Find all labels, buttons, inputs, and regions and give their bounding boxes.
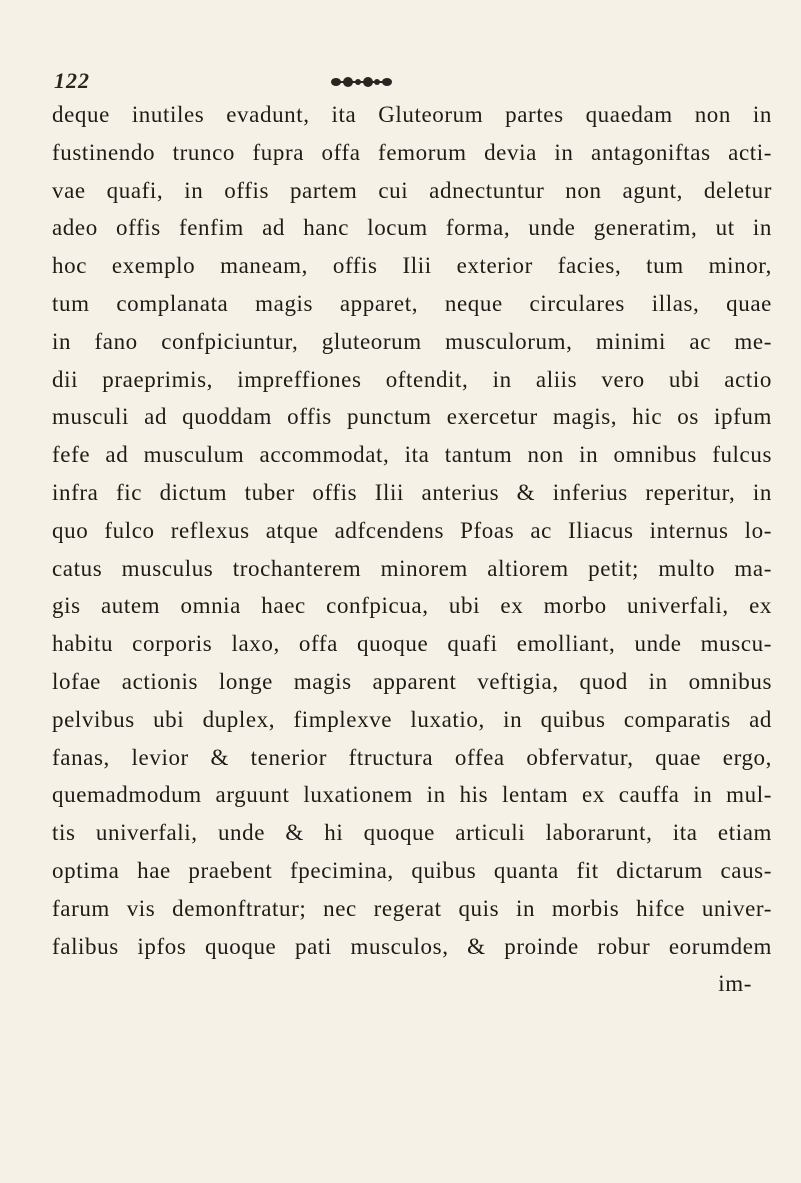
text-line: catus musculus trochanterem minorem altiorem petit; multo ma-	[52, 555, 772, 581]
text-line: habitu corporis laxo, offa quoque quafi emolliant, unde muscu-	[52, 631, 772, 657]
text-line: in fano confpiciuntur, gluteorum musculorum, minimi ac me-	[52, 328, 772, 354]
text-line: adeo offis fenfim ad hanc locum forma, unde generatim, ut in	[52, 215, 772, 241]
text-line: infra fic dictum tuber offis Ilii anterius & inferius reperitur, in	[52, 479, 772, 505]
text-line: vae quafi, in offis partem cui adnectuntur non agunt, deletur	[52, 177, 772, 203]
text-line: fefe ad musculum accommodat, ita tantum non in omnibus fulcus	[52, 442, 772, 468]
page-header	[54, 68, 754, 98]
text-line: tis univerfali, unde & hi quoque articuli laborarunt, ita etiam	[52, 820, 772, 846]
page-number: 122	[54, 68, 90, 93]
text-line: hoc exemplo maneam, offis Ilii exterior facies, tum minor,	[52, 253, 772, 279]
text-line: gis autem omnia haec confpicua, ubi ex morbo univerfali, ex	[52, 593, 772, 619]
text-line: quo fulco reflexus atque adfcendens Pfoas ac Iliacus internus lo-	[52, 517, 772, 543]
text-line: fustinendo trunco fupra offa femorum devia in antagoniftas acti-	[52, 139, 772, 165]
text-line: dii praeprimis, impreffiones oftendit, in aliis vero ubi actio	[52, 366, 772, 392]
text-line: falibus ipfos quoque pati musculos, & proinde robur eorumdem	[52, 933, 772, 959]
text-line: optima hae praebent fpecimina, quibus quanta fit dictarum caus-	[52, 857, 772, 883]
text-line: quemadmodum arguunt luxationem in his lentam ex cauffa in mul-	[52, 782, 772, 808]
ornament-icon	[330, 74, 394, 90]
catchword: im-	[718, 971, 752, 997]
text-line: farum vis demonftratur; nec regerat quis in morbis hifce univer-	[52, 895, 772, 921]
text-line: fanas, levior & tenerior ftructura offea obfervatur, quae ergo,	[52, 744, 772, 770]
text-line: pelvibus ubi duplex, fimplexve luxatio, in quibus comparatis ad	[52, 706, 772, 732]
text-line: deque inutiles evadunt, ita Gluteorum partes quaedam non in	[52, 102, 772, 127]
body-text	[52, 96, 772, 1003]
text-line: musculi ad quoddam offis punctum exercetur magis, hic os ipfum	[52, 404, 772, 430]
text-line: lofae actionis longe magis apparent veftigia, quod in omnibus	[52, 668, 772, 694]
text-line: tum complanata magis apparet, neque circulares illas, quae	[52, 290, 772, 316]
